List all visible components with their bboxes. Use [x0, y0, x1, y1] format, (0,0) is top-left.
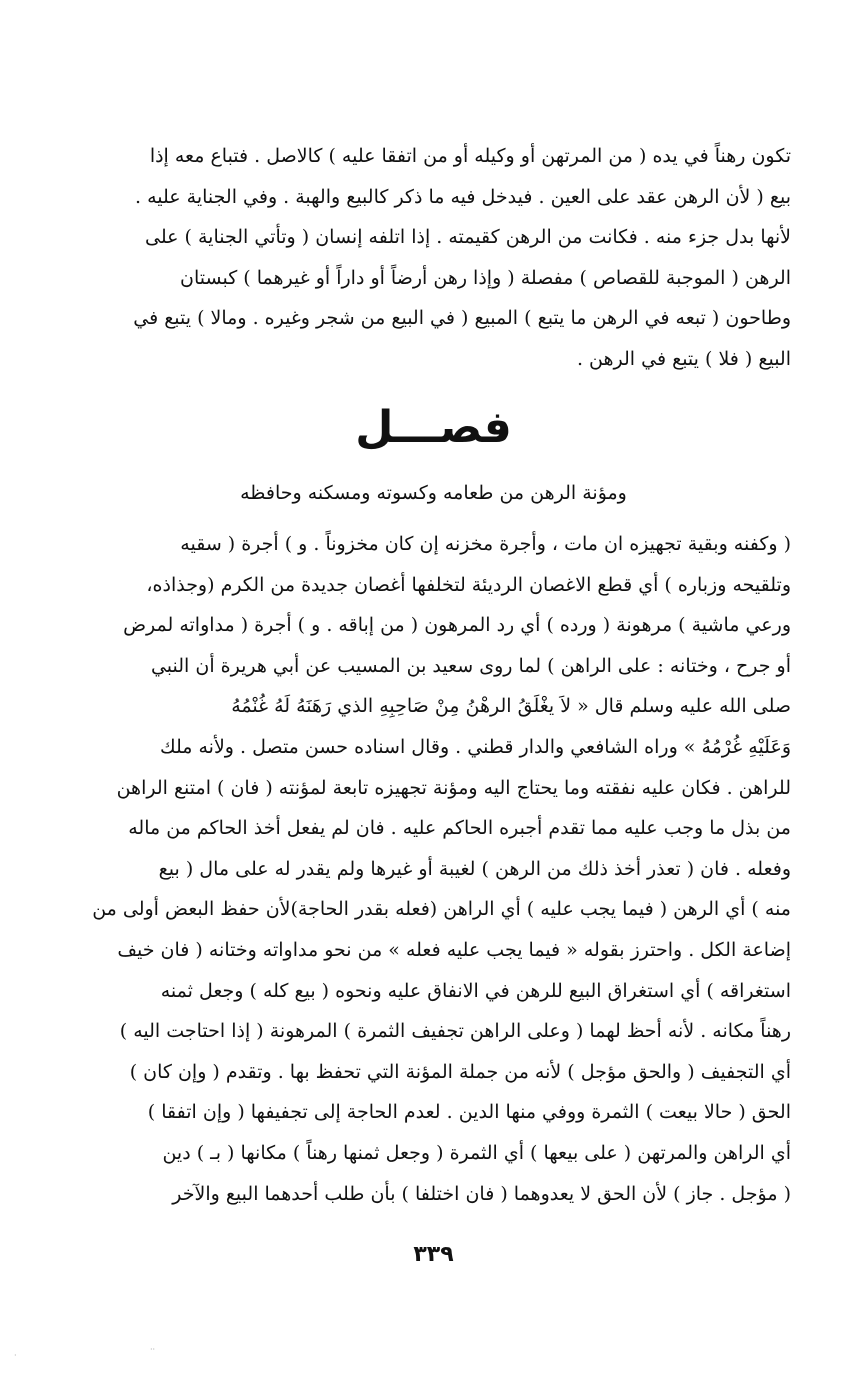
text-line: أو جرح ، وختانه : على الراهن ) لما روى سعيد بن المسيب عن أبي هريرة أن النبي	[150, 654, 791, 677]
section-subtitle: ومؤنة الرهن من طعامه وكسوته ومسكنه وحافظه	[240, 482, 627, 504]
text-line: منه ) أي الرهن ( فيما يجب عليه ) أي الراهن (فعله بقدر الحاجة)لأن حفظ البعض أولى من	[92, 898, 791, 921]
text-line: صلى الله عليه وسلم قال « لاَ يغْلَقُ الرهْنُ مِنْ صَاحِبِهِ الذي رَهَنَهُ لَهُ غُنْمُهُ	[231, 695, 791, 718]
text-line: ( مؤجل . جاز ) لأن الحق لا يعدوهما ( فان اختلفا ) بأن طلب أحدهما البيع والآخر	[172, 1182, 791, 1205]
text-line: ورعي ماشية ) مرهونة ( ورده ) أي رد المرهون ( من إباقه . و ) أجرة ( مداواته لمرض	[123, 614, 791, 637]
section-heading: فصـــل	[355, 402, 512, 453]
text-line: رهناً مكانه . لأنه أحظ لهما ( وعلى الراهن تجفيف الثمرة ) المرهونة ( إذا احتاجت اليه )	[119, 1020, 791, 1043]
page-number: ٣٣٩	[413, 1242, 454, 1267]
text-line: وفعله . فان ( تعذر أخذ ذلك من الرهن ) لغيبة أو غيرها ولم يقدر له على مال ( بيع	[158, 857, 791, 880]
text-line: وتلقيحه وزباره ) أي قطع الاغصان الرديئة لتخلفها أغصان جديدة من الكرم (وجذاذه،	[146, 573, 791, 596]
text-line: تكون رهناً في يده ( من المرتهن أو وكيله أو من اتفقا عليه ) كالاصل . فتباع معه إذا	[149, 145, 791, 167]
text-line: استغراقه ) أي استغراق البيع للرهن في الانفاق عليه ونحوه ( بيع كله ) وجعل ثمنه	[160, 979, 791, 1002]
text-line: بيع ( لأن الرهن عقد على العين . فيدخل فيه ما ذكر كالبيع والهبة . وفي الجناية عليه .	[135, 185, 791, 208]
text-line: إضاعة الكل . واحترز بقوله « فيما يجب عليه فعله » من نحو مداواته وختانه ( فان خيف	[117, 938, 791, 961]
text-line: الرهن ( الموجبة للقصاص ) مفصلة ( وإذا رهن أرضاً أو داراً أو غيرهما ) كبستان	[180, 266, 791, 289]
text-line: أي الراهن والمرتهن ( على بيعها ) أي الثمرة ( وجعل ثمنها رهناً ) مكانها ( بـ ) دين	[162, 1141, 791, 1164]
text-line: لأنها بدل جزء منه . فكانت من الرهن كقيمته . إذا اتلفه إنسان ( وتأتي الجناية ) على	[145, 226, 791, 249]
scan-speck: ··	[150, 1345, 156, 1354]
text-line: البيع ( فلا ) يتبع في الرهن .	[576, 347, 791, 370]
text-line: من بذل ما وجب عليه مما تقدم أجبره الحاكم عليه . فان لم يفعل أخذ الحاكم من ماله	[128, 817, 791, 840]
text-line: ( وكفنه وبقية تجهيزه ان مات ، وأجرة مخزنه إن كان مخزوناً . و ) أجرة ( سقيه	[180, 533, 791, 555]
text-line: وطاحون ( تبعه في الرهن ما يتبع ) المبيع ( في البيع من شجر وغيره . ومالا ) يتبع في	[133, 307, 791, 330]
scan-speck: ·	[14, 1351, 17, 1360]
text-line: الحق ( حالا بيعت ) الثمرة ووفي منها الدين . لعدم الحاجة إلى تجفيفها ( وإن اتفقا )	[147, 1101, 791, 1124]
text-line: للراهن . فكان عليه نفقته وما يحتاج اليه ومؤنة تجهيزه تابعة لمؤنته ( فان ) امتنع الراهن	[116, 776, 791, 799]
text-line: وَعَلَيْهِ غُرْمُهُ » وراه الشافعي والدار قطني . وقال اسناده حسن متصل . ولأنه ملك	[159, 735, 791, 758]
paragraph-1	[76, 136, 791, 380]
text-line: أي التجفيف ( والحق مؤجل ) لأنه من جملة المؤنة التي تحفظ بها . وتقدم ( وإن كان )	[129, 1060, 791, 1083]
paragraph-2	[76, 524, 791, 1214]
